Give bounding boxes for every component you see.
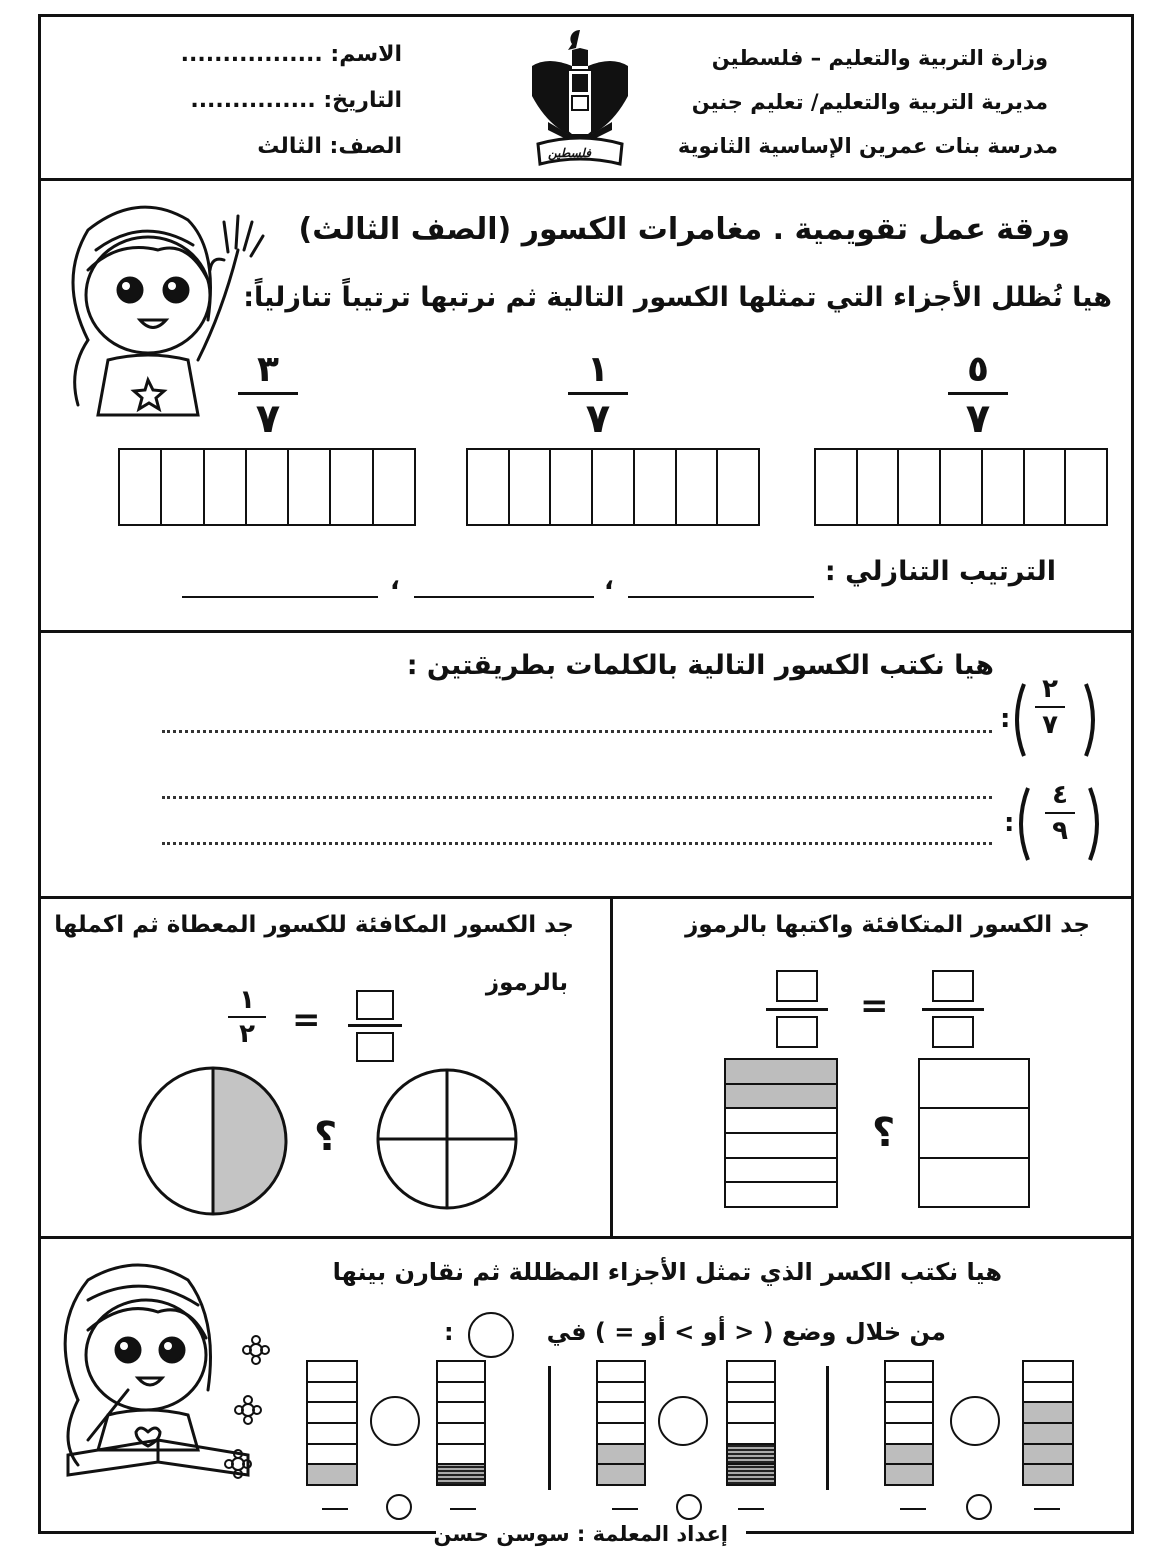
numerator: ٢ [1042, 674, 1058, 704]
column-divider [610, 896, 613, 1236]
colon: : [1000, 704, 1011, 734]
shaded-tower [306, 1360, 358, 1486]
divider [38, 896, 1134, 899]
fraction-bar [348, 1024, 402, 1027]
shaded-tower [884, 1360, 934, 1486]
answer-dash[interactable] [738, 1508, 764, 1510]
question-mark: ؟ [314, 1114, 338, 1160]
comparison-circle[interactable] [658, 1396, 708, 1446]
complete-fractions-title: جد الكسور المكافئة للكسور المعطاة ثم اكملها [54, 912, 574, 938]
answer-box-denominator[interactable] [776, 1016, 818, 1048]
denominator: ٧ [1042, 710, 1058, 740]
order-blank-1[interactable] [628, 596, 814, 598]
answer-box-denominator[interactable] [356, 1032, 394, 1062]
comparison-circle-small[interactable] [676, 1494, 702, 1520]
student-name-field[interactable]: الاسم: ................. [180, 42, 402, 67]
quarters-circle-model [376, 1068, 518, 1210]
answer-dash[interactable] [612, 1508, 638, 1510]
colon: : [444, 1318, 454, 1346]
denominator: ٧ [255, 396, 281, 442]
equivalent-fractions-title: جد الكسور المتكافئة واكتبها بالرموز [685, 912, 1090, 938]
answer-line-1b[interactable] [162, 796, 992, 799]
date-field[interactable]: التاريخ: ............... [190, 88, 402, 113]
answer-dash[interactable] [900, 1508, 926, 1510]
descending-order-label: الترتيب التنازلي : [824, 556, 1056, 587]
comparison-circle-example [468, 1312, 514, 1358]
numerator: ٤ [1052, 780, 1068, 810]
fraction-bar [766, 1008, 828, 1011]
worksheet-title: ورقة عمل تقويمية . مغامرات الكسور (الصف الثالث) [298, 212, 1070, 247]
fraction-one-half [222, 986, 272, 1048]
fraction-bar [948, 392, 1008, 395]
colon: : [1004, 808, 1015, 838]
teacher-credit: إعداد المعلمة : سوسن حسن [433, 1522, 728, 1546]
comparison-circle-small[interactable] [386, 1494, 412, 1520]
parentheses-icon [1010, 680, 1100, 760]
grade-label: الصف: الثالث [257, 134, 402, 159]
fraction-bar [238, 392, 298, 395]
answer-line-1a[interactable] [162, 730, 992, 733]
fraction-one-seventh [558, 350, 638, 441]
answer-dash[interactable] [322, 1508, 348, 1510]
group-separator [826, 1366, 829, 1490]
question-mark: ؟ [872, 1110, 896, 1156]
answer-dash[interactable] [1034, 1508, 1060, 1510]
answer-line-2[interactable] [162, 842, 992, 845]
compare-instruction-cont: من خلال وضع ( < أو > أو = ) في [546, 1318, 946, 1346]
order-separator: ، [390, 566, 400, 596]
divider [38, 178, 1134, 181]
comparison-circle[interactable] [950, 1396, 1000, 1446]
shade-order-instruction: هيا نُظلل الأجزاء التي تمثلها الكسور التالية ثم نرتبها ترتيباً تنازلياً: [243, 282, 1112, 313]
divider [38, 1236, 1134, 1239]
girl-writing-illustration [48, 1250, 278, 1490]
school-line: مدرسة بنات عمرين الإساسية الثانوية [677, 134, 1058, 158]
numerator: ١ [239, 985, 255, 1015]
order-separator: ، [604, 566, 614, 596]
half-circle-model [138, 1066, 288, 1216]
complete-fractions-title-cont: بالرموز [485, 970, 568, 996]
answer-box-numerator[interactable] [776, 970, 818, 1002]
equals-sign: = [292, 1000, 321, 1040]
ministry-line: وزارة التربية والتعليم – فلسطين [711, 46, 1048, 70]
divider [38, 630, 1134, 633]
denominator: ٧ [585, 396, 611, 442]
shaded-tower [436, 1360, 486, 1486]
denominator: ٩ [1052, 816, 1068, 846]
shaded-tower [726, 1360, 776, 1486]
answer-box-numerator[interactable] [932, 970, 974, 1002]
fraction-strip-3-7[interactable] [118, 448, 416, 526]
comparison-circle[interactable] [370, 1396, 420, 1446]
equals-sign: = [860, 986, 889, 1026]
group-separator [548, 1366, 551, 1490]
fraction-five-sevenths [938, 350, 1018, 441]
rectangle-thirds-model [918, 1058, 1030, 1208]
answer-dash[interactable] [450, 1508, 476, 1510]
denominator: ٢ [239, 1019, 255, 1049]
words-instruction: هيا نكتب الكسور التالية بالكلمات بطريقتين : [406, 650, 994, 681]
numerator: ٣ [257, 349, 279, 390]
parentheses-icon [1014, 784, 1104, 864]
comparison-circle-small[interactable] [966, 1494, 992, 1520]
order-blank-2[interactable] [414, 596, 594, 598]
fraction-bar [922, 1008, 984, 1011]
shaded-tower [1022, 1360, 1074, 1486]
order-blank-3[interactable] [182, 596, 378, 598]
numerator: ٥ [967, 349, 989, 390]
directorate-line: مديرية التربية والتعليم/ تعليم جنين [691, 90, 1048, 114]
numerator: ١ [587, 349, 609, 390]
fraction-strip-5-7[interactable] [814, 448, 1108, 526]
fraction-bar [228, 1016, 266, 1018]
compare-instruction: هيا نكتب الكسر الذي تمثل الأجزاء المظللة ثم نقارن بينها [332, 1258, 1002, 1286]
rectangle-sixths-model [724, 1058, 838, 1208]
shaded-tower [596, 1360, 646, 1486]
emblem-caption: فلسطين [548, 146, 592, 160]
answer-box-denominator[interactable] [932, 1016, 974, 1048]
fraction-strip-1-7[interactable] [466, 448, 760, 526]
fraction-bar [568, 392, 628, 395]
answer-box-numerator[interactable] [356, 990, 394, 1020]
denominator: ٧ [965, 396, 991, 442]
fraction-three-sevenths [228, 350, 308, 441]
